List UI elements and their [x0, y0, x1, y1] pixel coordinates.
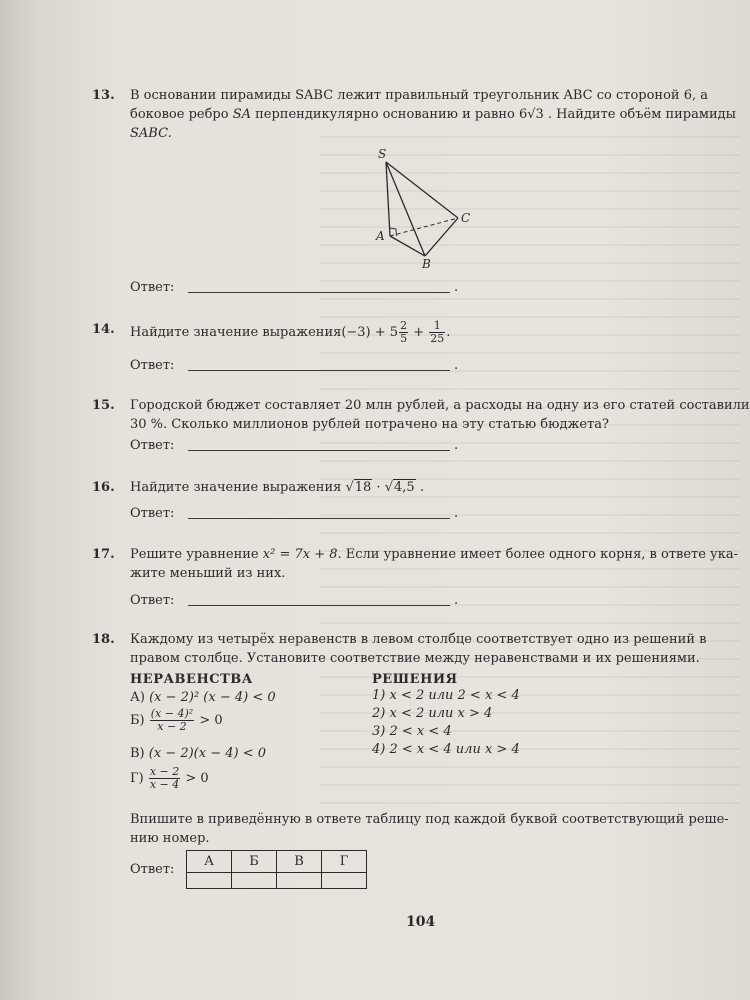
solution-item: 3) 2 < x < 4: [372, 724, 452, 739]
page-number: 104: [406, 914, 436, 930]
vertex-label-a: A: [376, 229, 385, 243]
denominator: 25: [430, 332, 445, 345]
numerator: (x − 4)²: [150, 707, 194, 720]
edge-ab: [390, 236, 425, 256]
problem-text: [130, 630, 750, 668]
problem-number: 16.: [92, 480, 115, 495]
numerator: x − 2: [149, 765, 180, 778]
problem-number: 13.: [92, 88, 115, 103]
text-span: Решите уравнение: [130, 547, 263, 562]
answer-cell-g[interactable]: [322, 873, 367, 889]
numerator: 2: [400, 319, 408, 332]
period: .: [454, 280, 459, 295]
option-letter: Г): [130, 771, 144, 786]
radicand: 18: [354, 480, 372, 495]
column-heading: РЕШЕНИЯ: [372, 672, 458, 687]
instruction-line: нию номер.: [130, 831, 210, 846]
answer-field[interactable]: [188, 292, 450, 293]
period: .: [454, 506, 459, 521]
option-letter: Б): [130, 713, 145, 728]
denominator: x − 2: [157, 720, 187, 733]
answer-field[interactable]: [188, 370, 450, 371]
problem-number: 14.: [92, 322, 115, 337]
instruction-line: Впишите в приведённую в ответе таблицу под каждой буквой соответствующий реше-: [130, 812, 729, 827]
problem-line: правом столбце. Установите соответствие между неравенствами и их решениями.: [130, 651, 700, 666]
text-span: SA: [232, 107, 251, 122]
math-expression: (−3) + 5: [341, 325, 399, 340]
problem-number: 18.: [92, 632, 115, 647]
edge-sa: [386, 162, 390, 236]
answer-cell-b[interactable]: [232, 873, 277, 889]
problem-number: 15.: [92, 398, 115, 413]
solution-item: 1) x < 2 или 2 < x < 4: [372, 688, 520, 703]
option-letter: В): [130, 746, 145, 761]
answer-row: [130, 278, 459, 297]
sqrt-expression: √18: [345, 480, 372, 495]
period: .: [454, 438, 459, 453]
inequality-v: [130, 744, 266, 763]
denominator: 5: [400, 332, 408, 345]
problem-line: Городской бюджет составляет 20 млн рублей, а расходы на одну из его статей составили: [130, 398, 750, 413]
inequality-g: [130, 766, 209, 791]
solution-item: 2) x < 2 или x > 4: [372, 706, 493, 721]
text-span: перпендикулярно основанию и равно 6√3 . Найдите объём пирамиды: [251, 107, 736, 122]
table-header-cell: Г: [322, 851, 367, 873]
sqrt-expression: √4,5: [384, 480, 415, 495]
problem-text: [130, 396, 750, 434]
problem-line: жите меньший из них.: [130, 566, 286, 581]
text-span: боковое ребро: [130, 107, 233, 122]
period: .: [419, 480, 424, 495]
problem-text: [130, 86, 750, 143]
edge-sb: [386, 162, 425, 256]
answer-table-row: [130, 850, 430, 890]
answer-table: [186, 850, 367, 889]
problem-text: [130, 478, 750, 497]
inequalities-column: [130, 670, 360, 810]
answer-row: [130, 591, 459, 610]
table-answer-row: [187, 873, 367, 889]
operator: ·: [372, 480, 385, 495]
problem-text: [130, 545, 750, 583]
math-expression: x² = 7x + 8: [262, 547, 338, 562]
inequality-a: [130, 688, 276, 707]
instructions: [130, 810, 750, 848]
table-header-cell: Б: [232, 851, 277, 873]
relation: > 0: [199, 713, 223, 728]
answer-label: Ответ:: [130, 506, 175, 521]
column-heading: НЕРАВЕНСТВА: [130, 672, 253, 687]
radicand: 4,5: [394, 480, 415, 495]
problem-text: [130, 320, 750, 345]
operator: +: [413, 325, 425, 340]
numerator: 1: [429, 320, 445, 333]
option-letter: А): [130, 690, 145, 705]
answer-label: Ответ:: [130, 280, 175, 295]
answer-field[interactable]: [188, 450, 450, 451]
edge-sc: [386, 162, 458, 218]
solutions-column: [372, 670, 632, 770]
problem-line: В основании пирамиды SABC лежит правильный треугольник ABC со стороной 6, а: [130, 88, 709, 103]
period: .: [454, 593, 459, 608]
vertex-label-s: S: [378, 148, 387, 161]
table-header-cell: А: [187, 851, 232, 873]
answer-row: [130, 504, 459, 523]
vertex-label-b: B: [422, 257, 431, 268]
text-span: . Если уравнение имеет более одного корня, в ответе ука-: [337, 547, 738, 562]
fraction: [399, 320, 408, 345]
answer-cell-a[interactable]: [187, 873, 232, 889]
fraction: [149, 766, 180, 791]
answer-field[interactable]: [188, 518, 450, 519]
answer-label: Ответ:: [130, 593, 175, 608]
problem-number: 17.: [92, 547, 115, 562]
solution-item: 4) 2 < x < 4 или x > 4: [372, 742, 520, 757]
answer-cell-v[interactable]: [277, 873, 322, 889]
problem-line: [130, 105, 750, 124]
text-span: Найдите значение выражения: [130, 480, 342, 495]
answer-field[interactable]: [188, 605, 450, 606]
table-header-row: [187, 851, 367, 873]
answer-label: Ответ:: [130, 438, 175, 453]
problem-line: SABC.: [130, 126, 172, 141]
fraction: [150, 708, 194, 733]
relation: > 0: [185, 771, 209, 786]
problem-line: Каждому из четырёх неравенств в левом столбце соответствует одно из решений в: [130, 632, 707, 647]
fraction: [429, 320, 445, 345]
math-expression: (x − 2)(x − 4) < 0: [148, 746, 267, 761]
edge-bc: [425, 218, 458, 256]
pyramid-figure: [360, 148, 480, 268]
period: .: [446, 325, 451, 340]
answer-row: [130, 356, 459, 375]
inequality-b: [130, 708, 223, 733]
answer-label: Ответ:: [130, 862, 175, 877]
problem-line: 30 %. Сколько миллионов рублей потрачено на эту статью бюджета?: [130, 417, 610, 432]
denominator: x − 4: [149, 778, 180, 791]
math-expression: (x − 2)² (x − 4) < 0: [149, 690, 276, 705]
vertex-label-c: C: [461, 211, 471, 225]
answer-label: Ответ:: [130, 358, 175, 373]
text-span: Найдите значение выражения: [130, 325, 342, 340]
problem-line: [130, 545, 750, 564]
answer-row: [130, 436, 459, 455]
period: .: [454, 358, 459, 373]
edge-ac-hidden: [390, 218, 458, 236]
table-header-cell: В: [277, 851, 322, 873]
